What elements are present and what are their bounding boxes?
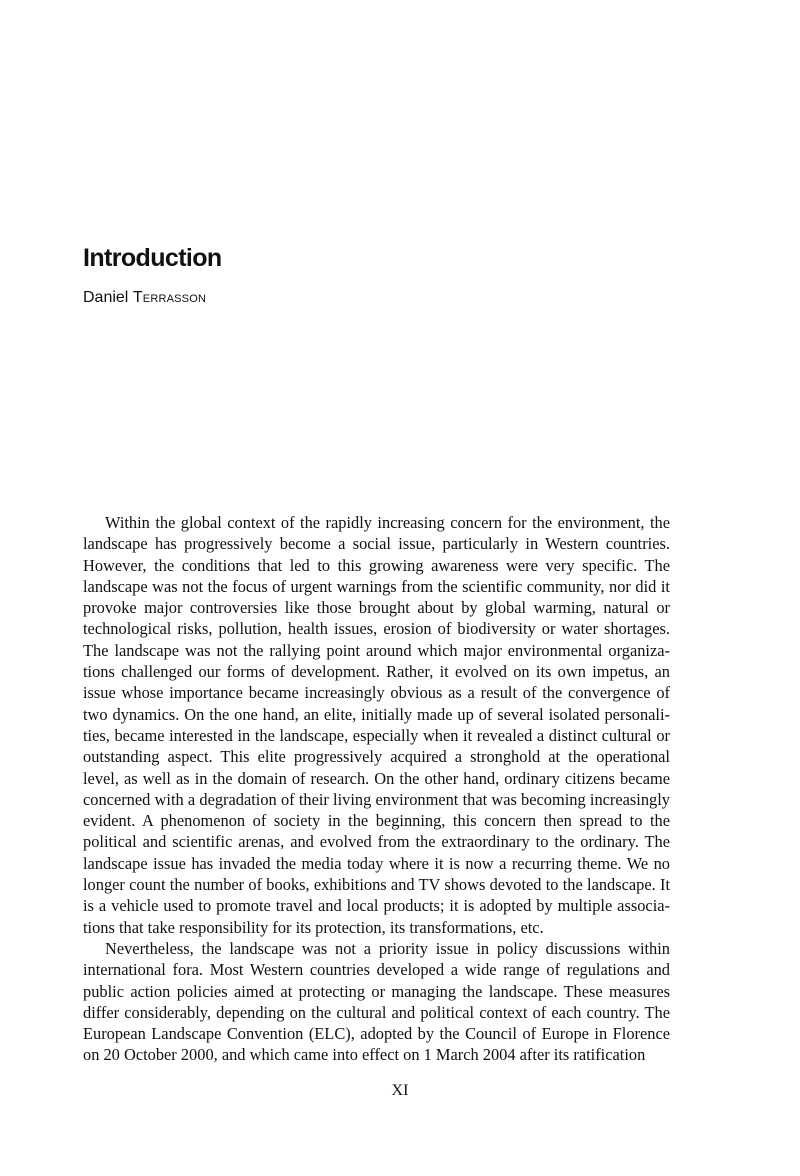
body-text [83,512,670,1066]
paragraph: Within the global context of the rapidly increasing concern for the environment, the landscape has progressively become a social issue, particularly in Western countries. However, the conditions that led to this growing awareness were very specific. The landscape was not the focus of urgent warnings from the scientific community, nor did it provoke major controversies like those brought about by global warming, natural or technological risks, pollution, health issues, erosion of biodiversity or water shortages. The landscape was not the rallying point around which major environmental organizations challenged our forms of development. Rather, it evolved on its own impetus, an issue whose importance became increasingly obvious as a result of the convergence of two dynamics. On the one hand, an elite, initially made up of several isolated personalities, became interested in the landscape, especially when it revealed a distinct cultural or outstanding aspect. This elite progressively acquired a stronghold at the operational level, as well as in the domain of research. On the other hand, ordinary citizens became concerned with a degradation of their living environment that was becoming increasingly evident. A phenomenon of society in the beginning, this concern then spread to the political and scientific arenas, and evolved from the extraordinary to the ordinary. The landscape issue has invaded the media today where it is now a recurring theme. We no longer count the number of books, exhibitions and TV shows devoted to the landscape. It is a vehicle used to promote travel and local products; it is adopted by multiple associations that take responsibility for its protection, its transformations, etc. [83,513,670,937]
author-first-name: Daniel [83,289,129,306]
author-last-name: Terrasson [132,289,207,306]
page-number: XI [391,1082,409,1099]
chapter-author [83,289,206,307]
paragraph: Nevertheless, the landscape was not a priority issue in policy discussions within international fora. Most Western countries developed a wide range of regulations and public action policies aimed at protecting or managing the landscape. These measures differ considerably, depending on the cultural and political context of each country. The European Landscape Convention (ELC), adopted by the Council of Europe in Florence on 20 October 2000, and which came into effect on 1 March 2004 after its ratification [83,938,670,1065]
chapter-title: Introduction [83,244,222,272]
